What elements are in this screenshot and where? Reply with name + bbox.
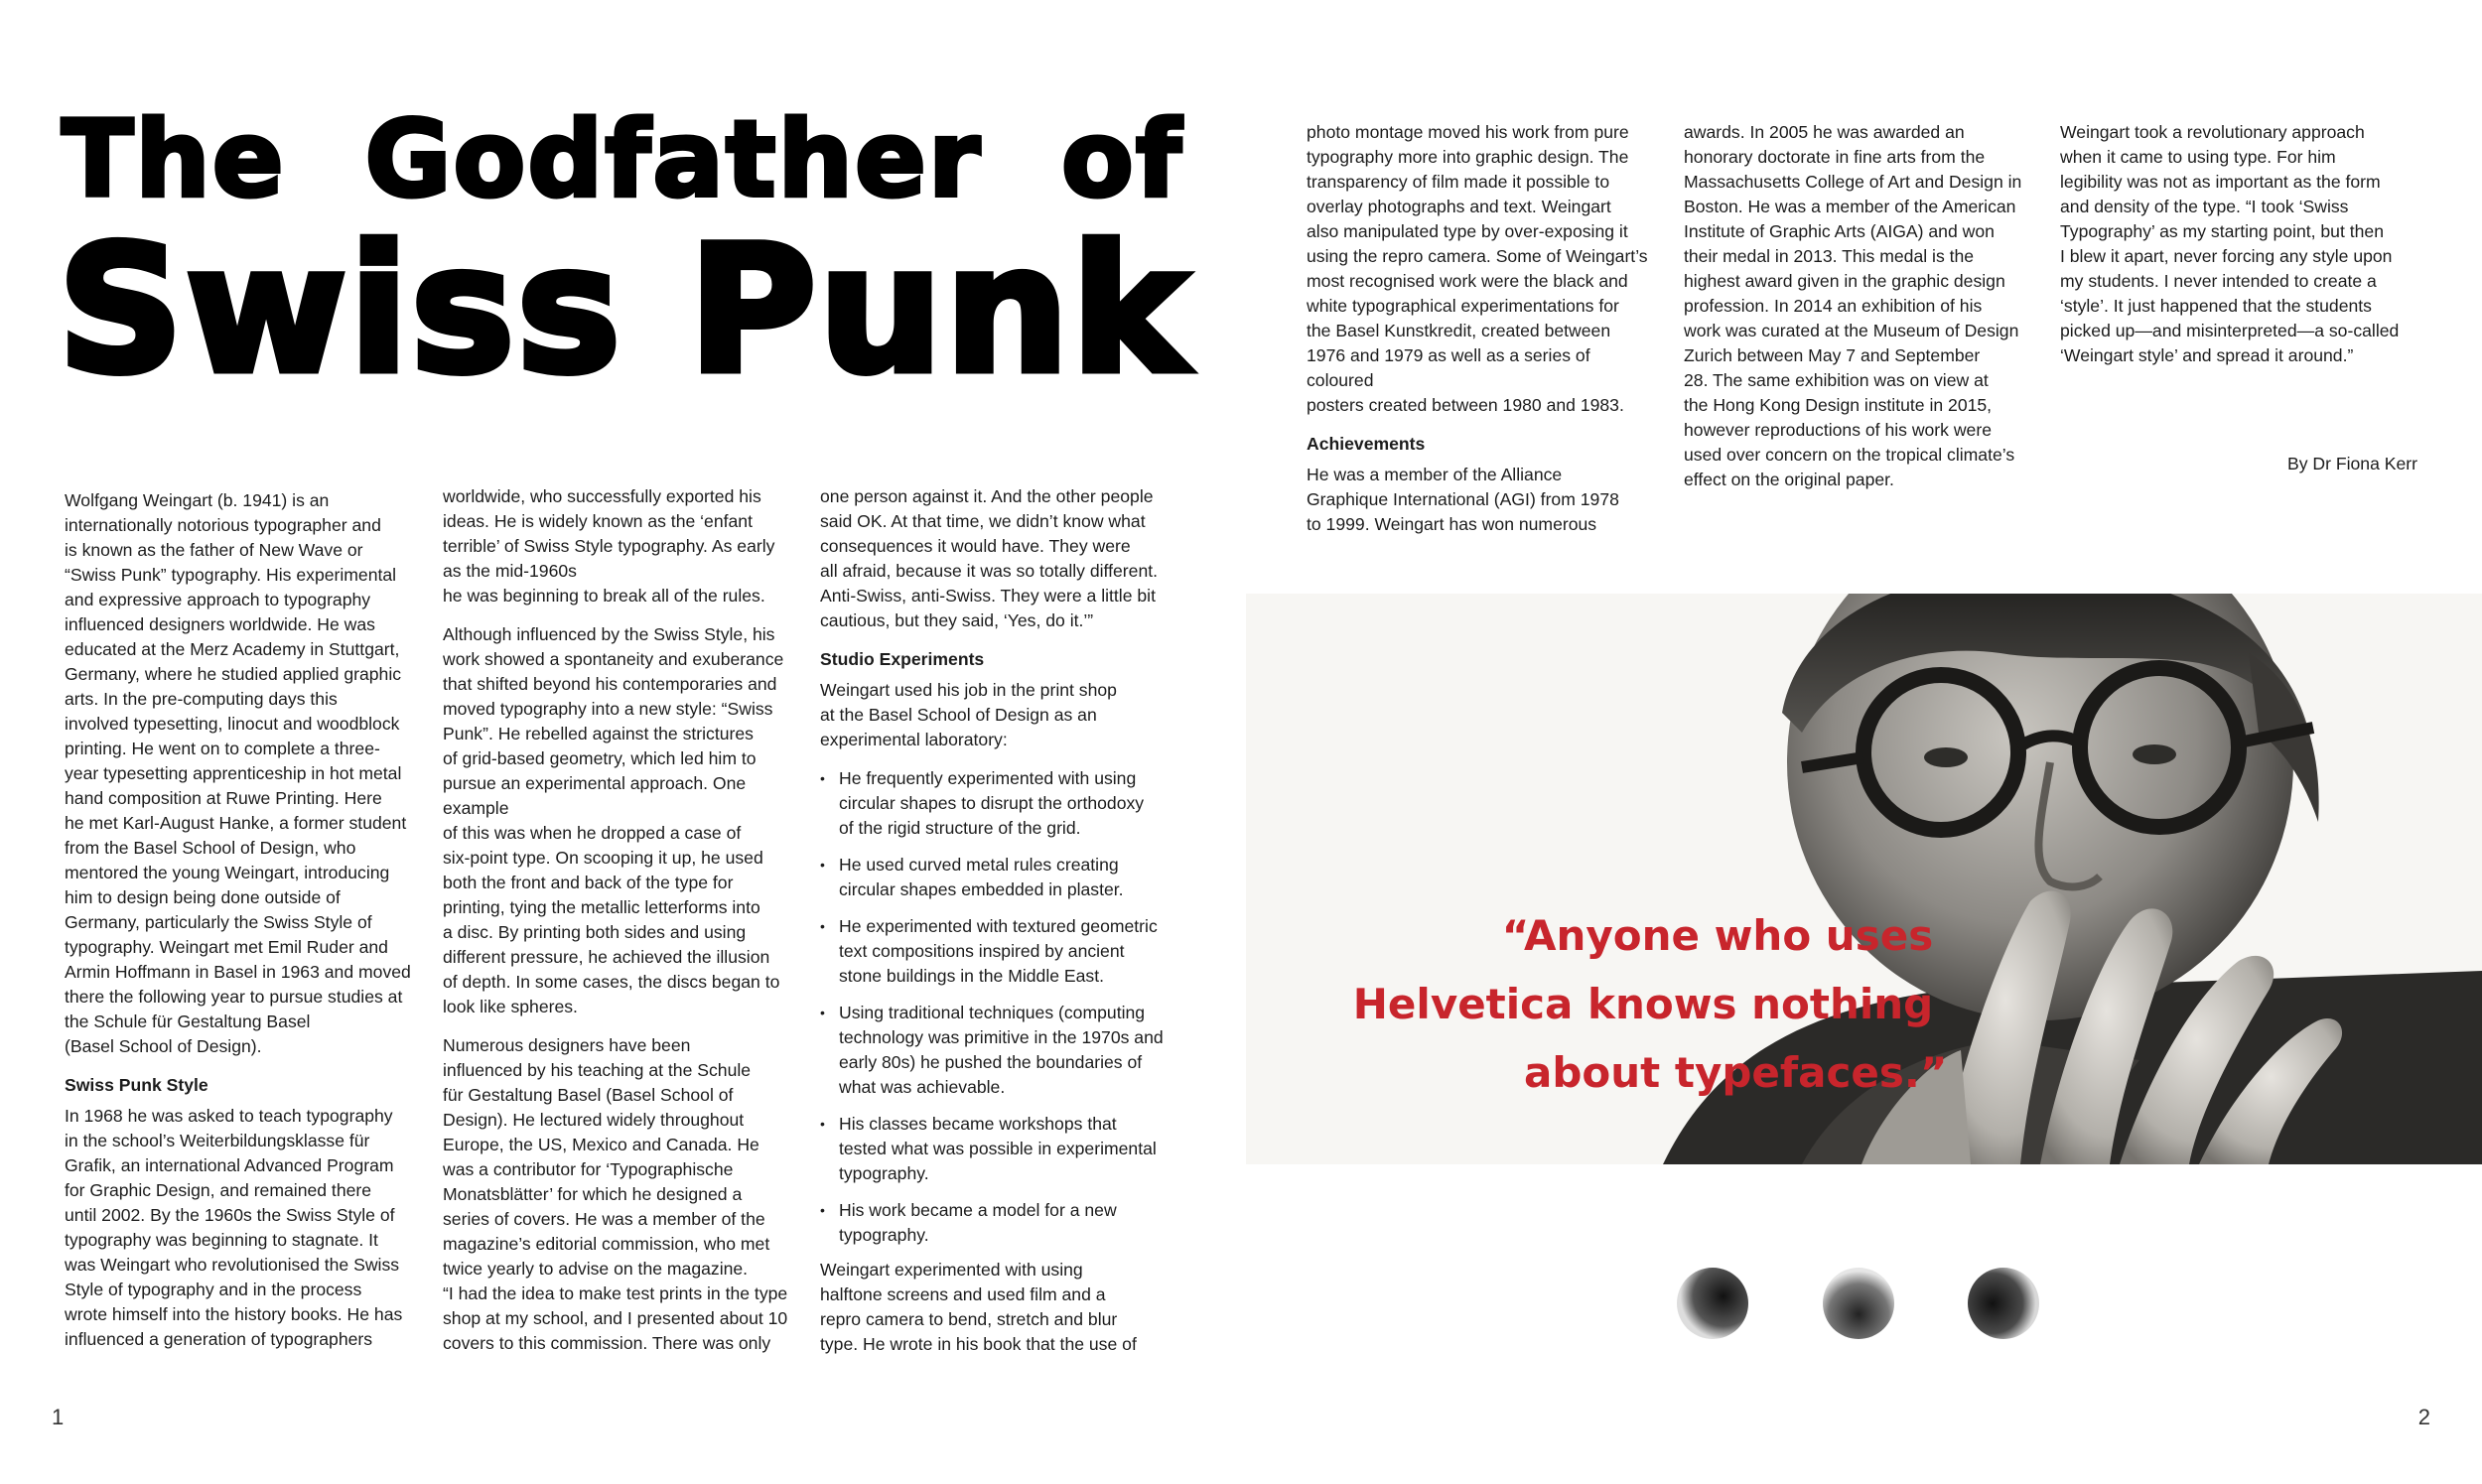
paragraph: Weingart experimented with using halftone screens and used film and a repro camera to bend, stretch and blur type. He wrote in his book that the use of: [820, 1260, 1137, 1354]
experiments-list: [820, 766, 1187, 1248]
paragraph: Weingart used his job in the print shop at the Basel School of Design as an experimental laboratory:: [820, 680, 1117, 749]
paragraph: Wolfgang Weingart (b. 1941) is an internationally notorious typographer and is known as the father of New Wave or “Swiss Punk” typography. His experimental and expressive approach to typography influenced designers worldwide. He was educated at the Merz Academy in Stuttgart, Germany, where he studied applied graphic arts. In the pre-computing days this involved typesetting, linocut and woodblock printing. He went on to complete a three- year typesetting apprenticeship in hot metal hand composition at Ruwe Printing. Here he met Karl-August Hanke, a former student from the Basel School of Design, who mentored the young Weingart, introducing him to design being done outside of Germany, particularly the Swiss Style of typography. Weingart met Emil Ruder and Armin Hoffmann in Basel in 1963 and moved there the following year to pursue studies at the Schule für Gestaltung Basel (Basel School of Design).: [65, 490, 411, 1056]
paragraph: worldwide, who successfully exported his ideas. He is widely known as the ‘enfant terrible’ of Swiss Style typography. As early as the mid-1960s he was beginning to break all of the rules.: [443, 486, 775, 606]
paragraph: photo montage moved his work from pure typography more into graphic design. The transparency of film made it possible to overlay photographs and text. Weingart also manipulated type by over-exposing it using the repro camera. Some of Weingart’s most recognised work were the black and white typographical experimentations for the Basel Kunstkredit, created between 1976 and 1979 as well as a series of coloured posters created between 1980 and 1983.: [1307, 122, 1648, 415]
list-item: • Using traditional techniques (computing technology was primitive in the 1970s and early 80s) he pushed the boundaries of what was achievable.: [820, 1001, 1187, 1100]
article-column-2: [443, 484, 805, 1356]
pull-quote-line-2: Helvetica knows nothing: [1352, 980, 1934, 1028]
list-item: • His work became a model for a new typography.: [820, 1198, 1187, 1248]
halftone-sphere: [1823, 1268, 1894, 1339]
article-column-3: [820, 484, 1187, 1357]
title-line-2: [58, 203, 1189, 417]
list-item: • He experimented with textured geometric text compositions inspired by ancient stone buildings in the Middle East.: [820, 914, 1187, 989]
paragraph: Although influenced by the Swiss Style, his work showed a spontaneity and exuberance that shifted beyond his contemporaries and moved typography into a new style: “Swiss Punk”. He rebelled against the strictures of grid-based geometry, which led him to pursue an experimental approach. One example of this was when he dropped a case of six-point type. On scooping it up, he used both the front and back of the type for printing, tying the metallic letterforms into a disc. By printing both sides and using different pressure, he achieved the illusion of depth. In some cases, the discs began to look like spheres.: [443, 624, 784, 1016]
pull-quote-line-3: about typefaces.”: [1524, 1048, 1948, 1097]
list-item: • He frequently experimented with using circular shapes to disrupt the orthodoxy of the rigid structure of the grid.: [820, 766, 1187, 841]
list-item: • His classes became workshops that tested what was possible in experimental typography.: [820, 1112, 1187, 1186]
title-line-1: [62, 99, 1183, 218]
paragraph: one person against it. And the other people said OK. At that time, we didn’t know what consequences it would have. They were all afraid, because it was so totally different. Anti-Swiss, anti-Swiss. They were a little bit cautious, but they said, ‘Yes, do it.’”: [820, 486, 1159, 630]
halftone-spheres: [1668, 1261, 2045, 1340]
page-number-left: 1: [52, 1405, 65, 1429]
paragraph: Weingart took a revolutionary approach when it came to using type. For him legibility was not as important as the form and density of the type. “I took ‘Swiss Typography’ as my starting point, but then I blew it apart, never forcing any style upon my students. I never intended to create a ‘style’. It just happened that the students picked up—and misinterpreted—a so-called ‘Weingart style’ and spread it around.”: [2060, 122, 2400, 365]
article-column-6: [2060, 120, 2417, 368]
halftone-sphere: [1968, 1268, 2039, 1339]
section-heading: Studio Experiments: [820, 649, 985, 669]
article-column-1: [65, 488, 437, 1352]
title-word-godfather: Godfather: [364, 97, 983, 220]
pull-quote-line-1: “Anyone who uses: [1501, 911, 1934, 960]
author-byline: By Dr Fiona Kerr: [2286, 454, 2417, 473]
page-number-right: 2: [2417, 1405, 2430, 1429]
title-word-swiss: Swiss: [58, 208, 623, 412]
title-word-of: of: [1061, 97, 1183, 220]
paragraph: awards. In 2005 he was awarded an honorary doctorate in fine arts from the Massachusetts College of Art and Design in Boston. He was a member of the American Institute of Graphic Arts (AIGA) and won their medal in 2013. This medal is the highest award given in the graphic design profession. In 2014 an exhibition of his work was curated at the Museum of Design Zurich between May 7 and September 28. The same exhibition was on view at the Hong Kong Design institute in 2015, however reproductions of his work were used over concern on the tropical climate’s effect on the original paper.: [1684, 122, 2022, 489]
pull-quote: [1345, 901, 1948, 1107]
title-word-the: The: [62, 97, 286, 220]
section-heading: Swiss Punk Style: [65, 1075, 208, 1095]
article-column-4: [1307, 120, 1656, 537]
title-word-punk: Punk: [688, 208, 1189, 412]
halftone-sphere: [1677, 1268, 1748, 1339]
article-column-5: [1684, 120, 2043, 492]
paragraph: He was a member of the Alliance Graphique International (AGI) from 1978 to 1999. Weingart has won numerous: [1307, 465, 1619, 534]
list-item: • He used curved metal rules creating circular shapes embedded in plaster.: [820, 853, 1187, 902]
paragraph: In 1968 he was asked to teach typography in the school’s Weiterbildungsklasse für Grafik, an international Advanced Program for Graphic Design, and remained there until 2002. By the 1960s the Swiss Style of typography was beginning to stagnate. It was Weingart who revolutionised the Swiss Style of typography and in the process wrote himself into the history books. He has influenced a generation of typographers: [65, 1106, 403, 1349]
paragraph: Numerous designers have been influenced by his teaching at the Schule für Gestaltung Basel (Basel School of Design). He lectured widely throughout Europe, the US, Mexico and Canada. He was a contributor for ‘Typographische Monatsblätter’ for which he designed a series of covers. He was a member of the magazine’s editorial commission, who met twice yearly to advise on the magazine. “I had the idea to make test prints in the type shop at my school, and I presented about 10 covers to this commission. There was only: [443, 1035, 788, 1353]
section-heading: Achievements: [1307, 434, 1426, 454]
